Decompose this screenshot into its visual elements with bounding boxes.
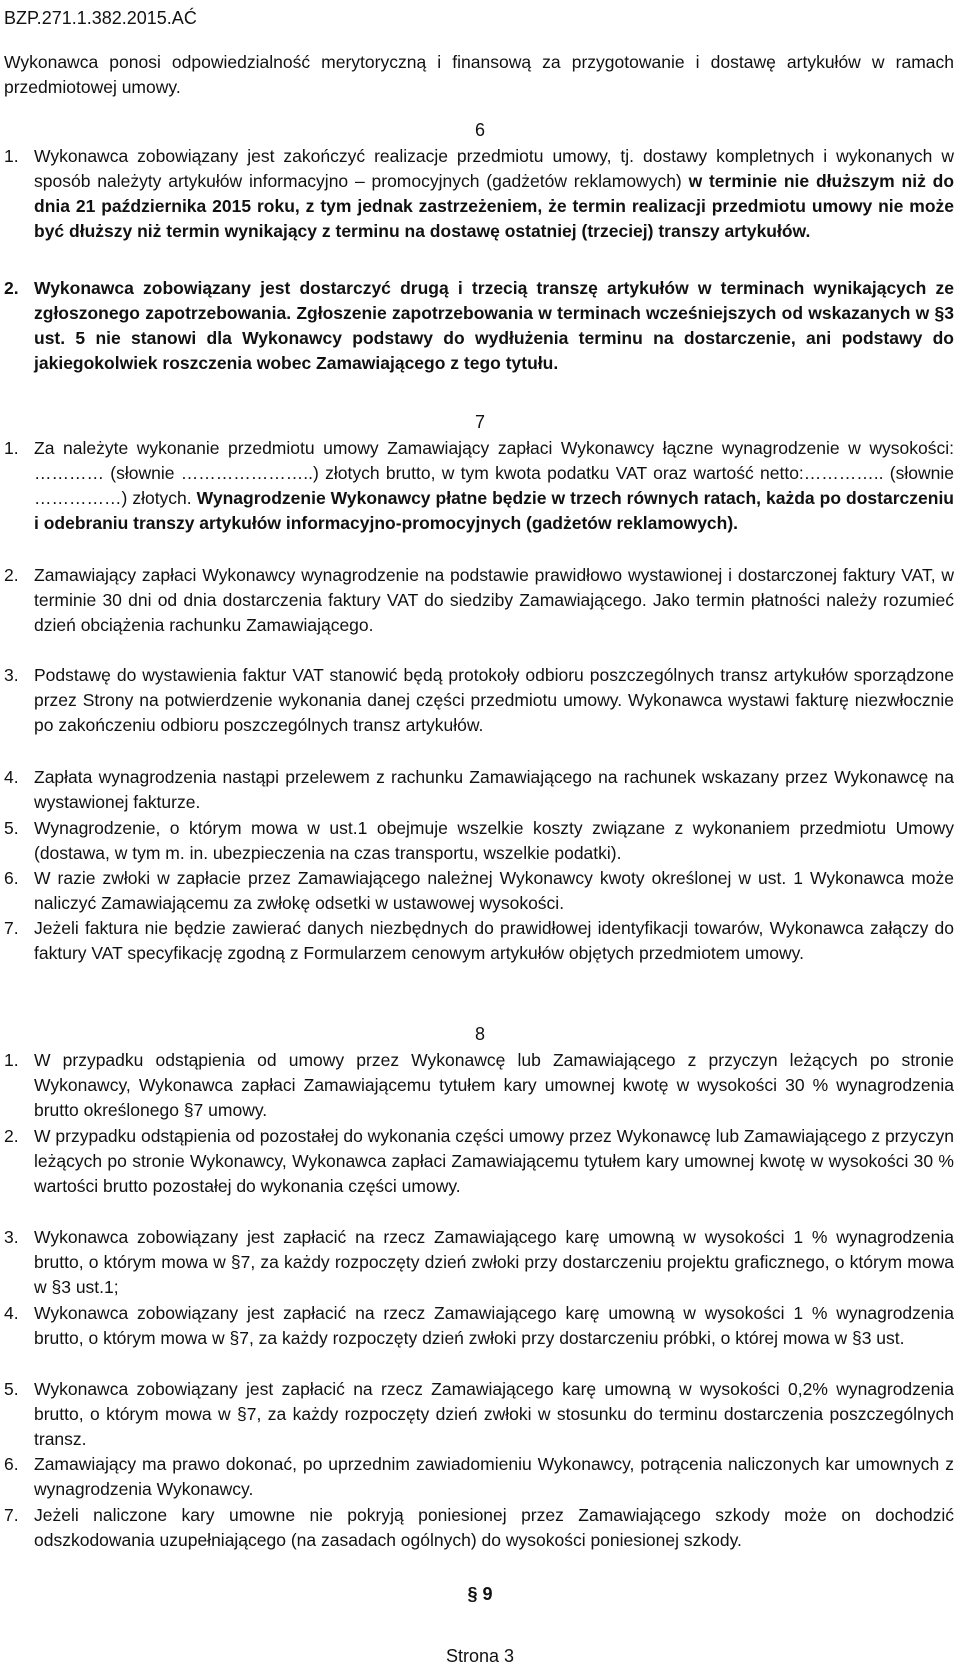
- s8-item-7: [4, 1503, 954, 1553]
- item-text: Zapłata wynagrodzenia nastąpi przelewem z rachunku Zamawiającego na rachunek wskazany przez Wykonawcę na wystawionej fakturze.: [34, 767, 954, 812]
- item-text: W przypadku odstąpienia od pozostałej do wykonania części umowy przez Wykonawcę lub Zamawiającego z przyczyn leżących po stronie Wykonawcy, Wykonawca zapłaci Zamawiającemu tytułem kary umownej kwotę w wysokości 30 % wartości brutto pozostałej do wykonania części umowy.: [34, 1126, 954, 1196]
- item-number: 5.: [4, 1379, 19, 1399]
- section-7-title: 7: [474, 412, 485, 432]
- item-number: 3.: [4, 665, 19, 685]
- s7-item-3: [4, 663, 954, 738]
- item-text: Za należyte wykonanie przedmiotu umowy Zamawiający zapłaci Wykonawcy łączne wynagrodzenie w wysokości: ………… (słownie …………………..) złotych brutto, w tym kwota podatku VAT oraz wartość netto:………….. (słownie ……………) złotych.: [34, 438, 954, 508]
- item-text: W razie zwłoki w zapłacie przez Zamawiającego należnej Wykonawcy kwoty określonej w ust. 1 Wykonawca może naliczyć Zamawiającemu za zwłokę odsetki w ustawowej wysokości.: [34, 868, 954, 913]
- s8-item-6: [4, 1452, 954, 1502]
- item-number: 1.: [4, 438, 19, 458]
- s7-item-6: [4, 866, 954, 916]
- item-text: Podstawę do wystawienia faktur VAT stanowić będą protokoły odbioru poszczególnych transz artykułów sporządzone przez Strony na potwierdzenie wykonania danej części przedmiotu umowy. Wykonawca wystawi fakturę niezwłocznie po zakończeniu odbioru poszczególnych transz artykułów.: [34, 665, 954, 735]
- section-9-title: § 9: [467, 1584, 493, 1604]
- section-8-title: 8: [474, 1024, 485, 1044]
- item-text: Wykonawca zobowiązany jest zakończyć realizacje przedmiotu umowy, tj. dostawy kompletnych i wykonanych w sposób należyty artykułów informacyjno – promocyjnych (gadżetów reklamowych): [34, 146, 954, 191]
- item-number: 6.: [4, 1454, 19, 1474]
- s7-item-7: [4, 916, 954, 966]
- section-6-title: 6: [474, 120, 485, 140]
- item-text: Wykonawca zobowiązany jest zapłacić na rzecz Zamawiającego karę umowną w wysokości 1 % wynagrodzenia brutto, o którym mowa w §7, za każdy rozpoczęty dzień zwłoki przy dostarczeniu próbki, o której mowa w §3 ust.: [34, 1303, 954, 1348]
- item-text: Wynagrodzenie, o którym mowa w ust.1 obejmuje wszelkie koszty związane z wykonaniem przedmiotu Umowy (dostawa, w tym m. in. ubezpieczenia na czas transportu, wszelkie podatki).: [34, 818, 954, 863]
- item-text: Wykonawca zobowiązany jest zapłacić na rzecz Zamawiającego karę umowną w wysokości 0,2% wynagrodzenia brutto, o którym mowa w §7, za każdy rozpoczęty dzień zwłoki w stosunku do terminu dostarczenia poszczególnych transz.: [34, 1379, 954, 1449]
- item-number: 5.: [4, 818, 19, 838]
- item-text: Zamawiający ma prawo dokonać, po uprzednim zawiadomieniu Wykonawcy, potrącenia naliczonych kar umownych z wynagrodzenia Wykonawcy.: [34, 1454, 954, 1499]
- page-number: Strona 3: [445, 1646, 515, 1666]
- s6-item-2: [4, 276, 954, 376]
- item-text: W przypadku odstąpienia od umowy przez Wykonawcę lub Zamawiającego z przyczyn leżących po stronie Wykonawcy, Wykonawca zapłaci Zamawiającemu tytułem kary umownej kwotę w wysokości 30 % wynagrodzenia brutto określonego §7 umowy.: [34, 1050, 954, 1120]
- item-number: 4.: [4, 767, 19, 787]
- item-number: 4.: [4, 1303, 19, 1323]
- s8-item-3: [4, 1225, 954, 1300]
- s8-item-2: [4, 1124, 954, 1199]
- intro-paragraph: Wykonawca ponosi odpowiedzialność merytoryczną i finansową za przygotowanie i dostawę artykułów w ramach przedmiotowej umowy.: [4, 52, 954, 97]
- s6-item-1: [4, 144, 954, 244]
- item-number: 7.: [4, 1505, 19, 1525]
- item-number: 1.: [4, 1050, 19, 1070]
- item-number: 2.: [4, 565, 19, 585]
- item-number: 7.: [4, 918, 19, 938]
- item-number: 3.: [4, 1227, 19, 1247]
- item-text: Wykonawca zobowiązany jest dostarczyć drugą i trzecią transzę artykułów w terminach wynikających ze zgłoszonego zapotrzebowania. Zgłoszenie zapotrzebowania w terminach wcześniejszych od wskazanych w §3 ust. 5 nie stanowi dla Wykonawcy podstawy do wydłużenia terminu na dostarczenie, ani podstawy do jakiegokolwiek roszczenia wobec Zamawiającego z tego tytułu.: [34, 278, 954, 373]
- item-number: 6.: [4, 868, 19, 888]
- s7-item-2: [4, 563, 954, 638]
- item-number: 1.: [4, 146, 19, 166]
- item-text: Jeżeli faktura nie będzie zawierać danych niezbędnych do prawidłowej identyfikacji towarów, Wykonawca załączy do faktury VAT specyfikację zgodną z Formularzem cenowym artykułów objętych przedmiotem umowy.: [34, 918, 954, 963]
- s8-item-1: [4, 1048, 954, 1123]
- item-text-bold: w terminie nie dłuższym niż do dnia 21 października 2015 roku, z tym jednak zastrzeżeniem, że termin realizacji przedmiotu umowy nie może być dłuższy niż termin wynikający z terminu na dostawę ostatniej (trzeciej) transzy artykułów.: [34, 171, 955, 241]
- item-number: 2.: [4, 1126, 19, 1146]
- item-text: Zamawiający zapłaci Wykonawcy wynagrodzenie na podstawie prawidłowo wystawionej i dostarczonej faktury VAT, w terminie 30 dni od dnia dostarczenia faktury VAT do siedziby Zamawiającego. Jako termin płatności należy rozumieć dzień obciążenia rachunku Zamawiającego.: [34, 565, 954, 635]
- item-text-bold: Wynagrodzenie Wykonawcy płatne będzie w trzech równych ratach, każda po dostarczeniu i odebraniu transzy artykułów informacyjno-promocyjnych (gadżetów reklamowych).: [34, 488, 954, 533]
- item-text: Jeżeli naliczone kary umowne nie pokryją poniesionej przez Zamawiającego szkody może on dochodzić odszkodowania uzupełniającego (na zasadach ogólnych) do wysokości poniesionej szkody.: [34, 1505, 954, 1550]
- s8-item-4: [4, 1301, 954, 1351]
- item-number: 2.: [4, 278, 19, 298]
- document-reference: BZP.271.1.382.2015.AĆ: [4, 8, 197, 28]
- s8-item-5: [4, 1377, 954, 1452]
- s7-item-4: [4, 765, 954, 815]
- item-text: Wykonawca zobowiązany jest zapłacić na rzecz Zamawiającego karę umowną w wysokości 1 % wynagrodzenia brutto, o którym mowa w §7, za każdy rozpoczęty dzień zwłoki przy dostarczeniu projektu graficznego, o którym mowa w §3 ust.1;: [34, 1227, 954, 1297]
- s7-item-5: [4, 816, 954, 866]
- s7-item-1: [4, 436, 954, 536]
